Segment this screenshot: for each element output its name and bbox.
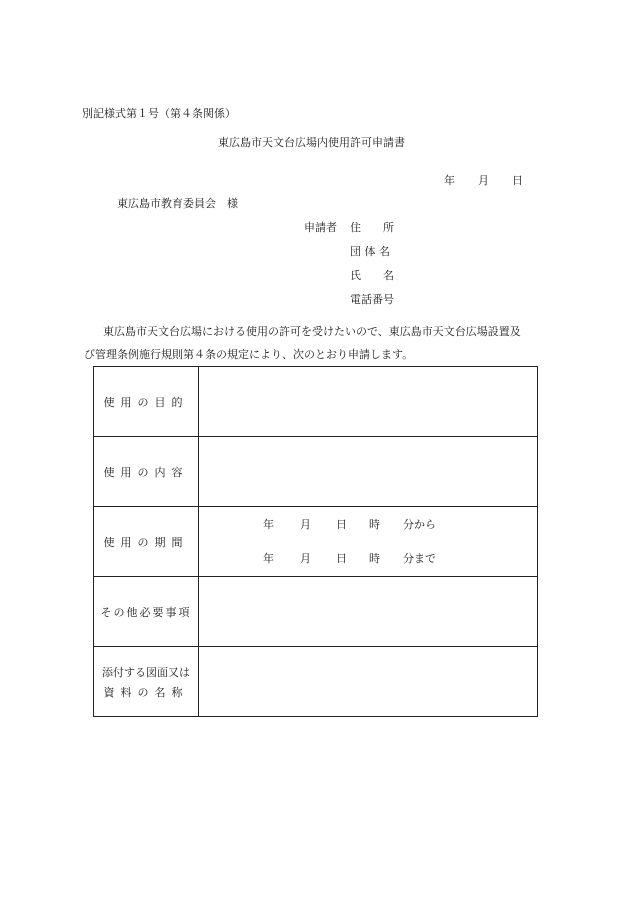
period-to-line: 年 月 日 時 分まで: [263, 552, 436, 565]
row-other: [94, 577, 538, 647]
date-line: [444, 172, 523, 188]
period-from-line: 年 月 日 時 分から: [263, 518, 436, 531]
row-content: [94, 437, 538, 507]
body-text-line-1: 東広島市天文台広場における使用の許可を受けたいので、東広島市天文台広場設置及: [103, 325, 521, 338]
date-year: 年: [444, 174, 455, 187]
applicant-group-label: 団 体 名: [350, 245, 390, 258]
applicant-name-label: 氏 名: [350, 269, 394, 282]
applicant-label: 申請者: [304, 221, 337, 234]
period-field[interactable]: [199, 507, 538, 577]
content-field[interactable]: [199, 437, 538, 507]
purpose-field[interactable]: [199, 367, 538, 437]
other-field[interactable]: [199, 577, 538, 647]
other-label: その他必要事項: [94, 577, 199, 647]
purpose-label: 使用の目的: [94, 367, 199, 437]
attachments-label: 添付する図面又は 資料の名称: [94, 647, 199, 717]
addressee: 東広島市教育委員会 様: [117, 197, 238, 210]
date-month: 月: [478, 174, 489, 187]
row-period: [94, 507, 538, 577]
content-label: 使用の内容: [94, 437, 199, 507]
row-purpose: [94, 367, 538, 437]
date-day: 日: [512, 174, 523, 187]
applicant-address-label: 住 所: [350, 221, 394, 234]
attachments-field[interactable]: [199, 647, 538, 717]
body-text-line-2: び管理条例施行規則第４条の規定により、次のとおり申請します。: [84, 348, 414, 361]
period-label: 使用の期間: [94, 507, 199, 577]
applicant-phone-label: 電話番号: [350, 293, 394, 306]
document-title: 東広島市天文台広場内使用許可申請書: [218, 136, 405, 149]
application-table: [93, 366, 538, 717]
row-attachments: [94, 647, 538, 717]
form-number-label: 別記様式第１号（第４条関係）: [82, 107, 236, 120]
